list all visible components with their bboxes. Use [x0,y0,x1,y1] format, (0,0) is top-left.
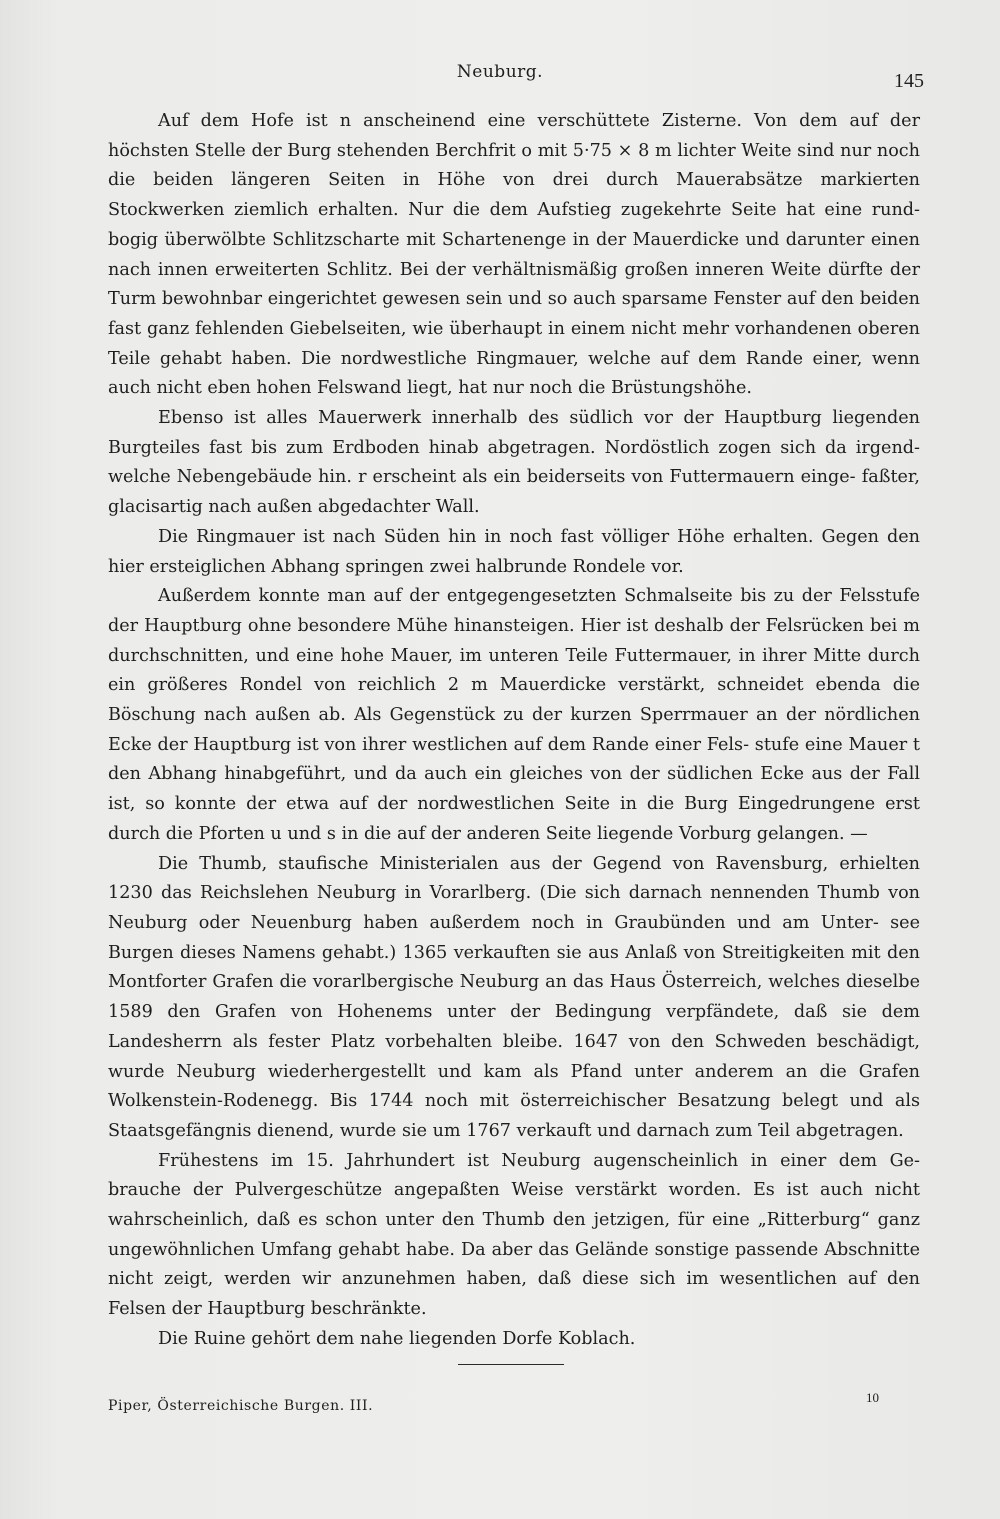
paragraph: Ebenso ist alles Mauerwerk innerhalb des südlich vor der Hauptburg liegenden Burgteiles fast bis zum Erdboden hinab abgetragen. Nordöstlich zogen sich da irgend- welche Nebengebäude hin. r erscheint als ein beiderseits von Futtermauern einge- faßter, glacisartig nach außen abgedachter Wall. [108,408,920,518]
paragraph: Auf dem Hofe ist n anscheinend eine verschüttete Zisterne. Von dem auf der höchsten Stelle der Burg stehenden Berchfrit o mit 5·75 × 8 m lichter Weite sind nur noch die beiden längeren Seiten in Höhe von drei durch Mauerabsätze markierten Stockwerken ziemlich erhalten. Nur die dem Aufstieg zugekehrte Seite hat eine rund- bogig überwölbte Schlitzscharte mit Schartenenge in der Mauerdicke und darunter einen nach innen erweiterten Schlitz. Bei der verhältnismäßig großen inneren Weite dürfte der Turm bewohnbar eingerichtet gewesen sein und so auch sparsame Fenster auf den beiden fast ganz fehlenden Giebelseiten, wie überhaupt in einem nicht mehr vorhandenen oberen Teile gehabt haben. Die nordwestliche Ringmauer, welche auf dem Rande einer, wenn auch nicht eben hohen Felswand liegt, hat nur noch die Brüstungshöhe. [108,111,920,399]
end-rule [458,1364,564,1365]
paragraph: Außerdem konnte man auf der entgegengesetzten Schmalseite bis zu der Felsstufe der Hauptburg ohne besondere Mühe hinansteigen. Hier ist deshalb der Felsrücken bei m durchschnitten, und eine hohe Mauer, im unteren Teile Futtermauer, in ihrer Mitte durch ein größeres Rondel von reichlich 2 m Mauerdicke verstärkt, schneidet ebenda die Böschung nach außen ab. Als Gegenstück zu der kurzen Sperrmauer an der nördlichen Ecke der Hauptburg ist von ihrer westlichen auf dem Rande einer Fels- stufe eine Mauer t den Abhang hinabgeführt, und da auch ein gleiches von der südlichen Ecke aus der Fall ist, so konnte der etwa auf der nordwestlichen Seite in die Burg Eingedrungene erst durch die Pforten u und s in die auf der anderen Seite liegende Vorburg gelangen. — [108,586,920,844]
running-title: Neuburg. [456,62,544,82]
sheet-number: 10 [866,1390,879,1405]
page-number: 145 [894,70,924,92]
paragraph: Die Ruine gehört dem nahe liegenden Dorfe Koblach. [158,1328,636,1349]
paragraph: Frühestens im 15. Jahrhundert ist Neuburg augenscheinlich in einer dem Ge- brauche der Pulvergeschütze angepaßten Weise verstärkt worden. Es ist auch nicht wahrscheinlich, daß es schon unter den Thumb den jetzigen, für eine „Ritterburg“ ganz ungewöhnlichen Umfang gehabt habe. Da aber das Gelände sonstige passende Abschnitte nicht zeigt, werden wir anzunehmen haben, daß diese sich im wesentlichen auf den Felsen der Hauptburg beschränkte. [108,1150,920,1320]
paragraph: Die Thumb, staufische Ministerialen aus der Gegend von Ravensburg, erhielten 1230 das Reichslehen Neuburg in Vorarlberg. (Die sich darnach nennenden Thumb von Neuburg oder Neuenburg haben außerdem noch in Graubünden und am Unter- see Burgen dieses Namens gehabt.) 1365 verkauften sie aus Anlaß von Streitigkeiten mit den Montforter Grafen die vorarlbergische Neuburg an das Haus Österreich, welches dieselbe 1589 den Grafen von Hohenems unter der Bedingung verpfändete, daß sie dem Landesherrn als fester Platz vorbehalten bleibe. 1647 von den Schweden beschädigt, wurde Neuburg wiederhergestellt und kam als Pfand unter anderem an die Grafen Wolkenstein-Rodenegg. Bis 1744 noch mit österreichischer Besatzung belegt und als Staatsgefängnis dienend, wurde sie um 1767 verkauft und darnach zum Teil abgetragen. [108,853,920,1141]
paragraph: Die Ringmauer ist nach Süden hin in noch fast völliger Höhe erhalten. Gegen den hier ersteiglichen Abhang springen zwei halbrunde Rondele vor. [108,526,920,577]
body-text [108,107,920,1355]
signature-line: Piper, Österreichische Burgen. III. [108,1398,374,1414]
